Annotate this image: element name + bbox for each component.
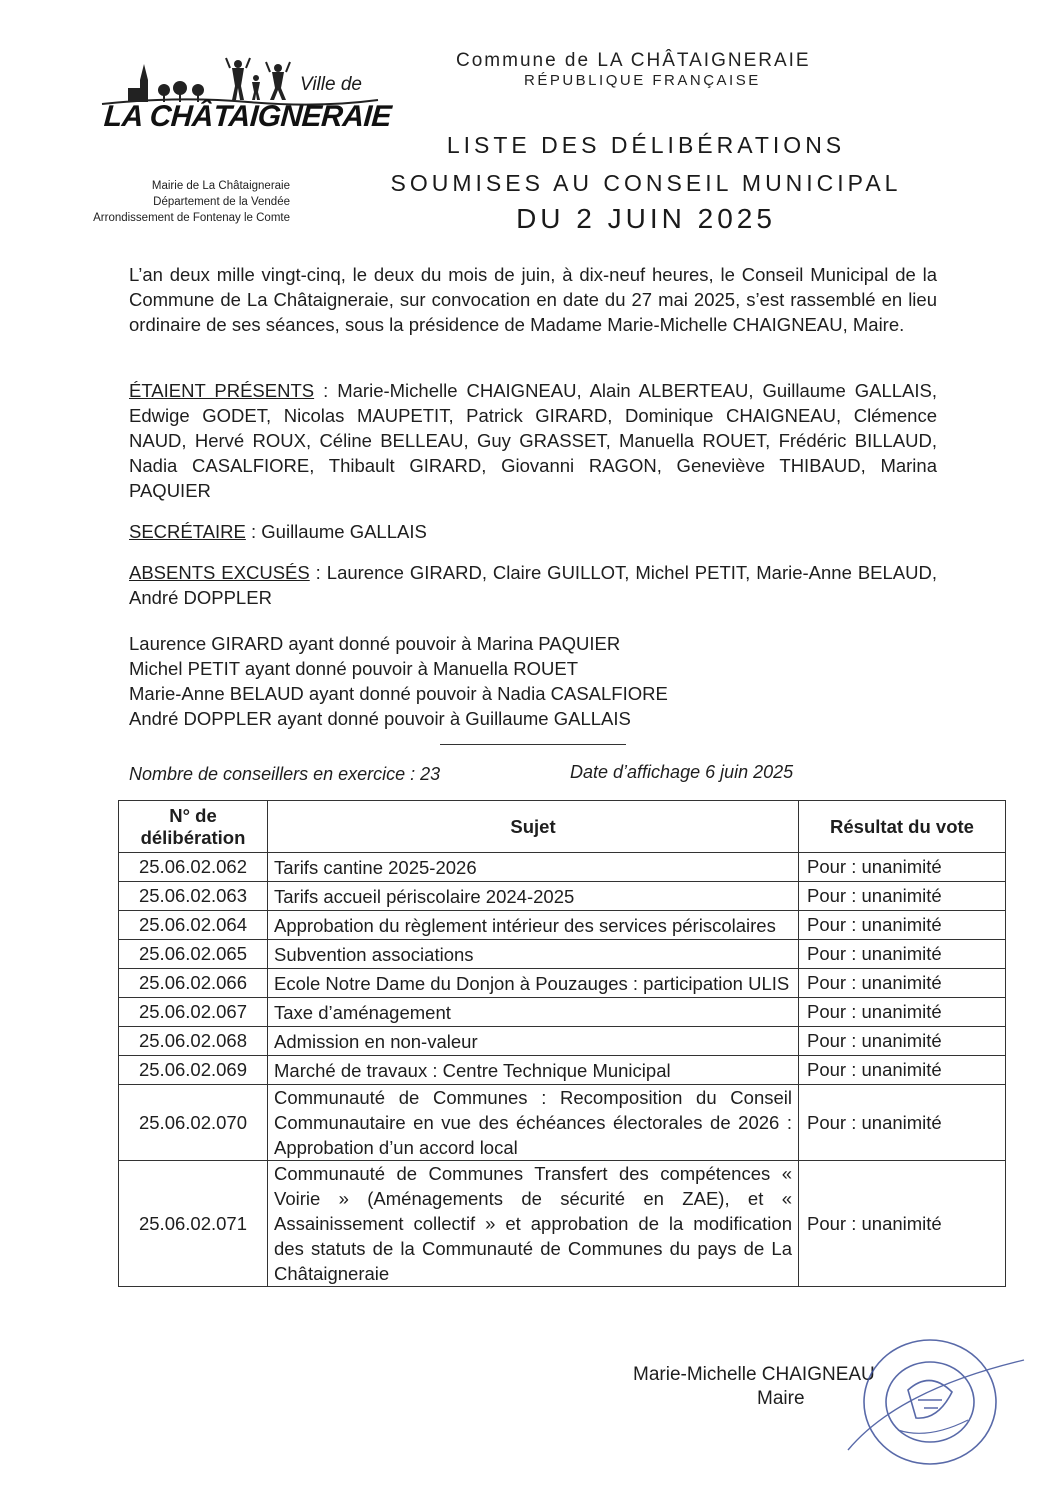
vote-result: Pour : unanimité: [799, 1161, 1006, 1287]
mairie-stamp: [838, 1330, 1028, 1480]
vote-result: Pour : unanimité: [799, 1056, 1006, 1085]
intro-paragraph: L’an deux mille vingt-cinq, le deux du mois de juin, à dix-neuf heures, le Conseil Municipal de la Commune de La Châtaigneraie, sur convocation en date du 27 mai 2025, s’est rassemblé en lieu ordinaire de ses séances, sous la présidence de Madame Marie-Michelle CHAIGNEAU, Maire.: [129, 264, 937, 335]
section-divider: [440, 744, 626, 745]
presents-label: ÉTAIENT PRÉSENTS: [129, 380, 315, 401]
deliberation-number: 25.06.02.062: [119, 853, 268, 882]
header-numero: N° de délibération: [119, 801, 268, 853]
deliberations-table: [118, 800, 1006, 1287]
secretaire-name: : Guillaume GALLAIS: [245, 521, 427, 542]
mairie-line: Mairie de La Châtaigneraie: [151, 180, 290, 192]
procuration-item: André DOPPLER ayant donné pouvoir à Guillaume GALLAIS: [129, 708, 631, 729]
deliberation-number: 25.06.02.064: [119, 911, 268, 940]
table-row: [119, 882, 1006, 911]
document-title-line-2: SOUMISES AU CONSEIL MUNICIPAL: [390, 170, 902, 196]
deliberation-subject: Tarifs accueil périscolaire 2024-2025: [268, 882, 799, 911]
signatory-name: Marie-Michelle CHAIGNEAU: [633, 1364, 875, 1385]
logo-subtitle: Ville de: [300, 74, 362, 95]
document-title-line-1: LISTE DES DÉLIBÉRATIONS: [446, 132, 846, 158]
vote-result: Pour : unanimité: [799, 1085, 1006, 1161]
document-title-date: DU 2 JUIN 2025: [516, 203, 776, 234]
deliberation-subject: Communauté de Communes Transfert des compétences « Voirie » (Aménagements de sécurité en ZAE), et « Assainissement collectif » et approbation de la modification des statuts de la Communauté de Communes du pays de La Châtaigneraie: [268, 1161, 799, 1287]
vote-result: Pour : unanimité: [799, 911, 1006, 940]
table-row: [119, 911, 1006, 940]
procuration-item: Marie-Anne BELAUD ayant donné pouvoir à Nadia CASALFIORE: [129, 683, 668, 704]
table-row: [119, 998, 1006, 1027]
commune-heading: Commune de LA CHÂTAIGNERAIE: [456, 50, 811, 71]
deliberation-number: 25.06.02.066: [119, 969, 268, 998]
republique-heading: RÉPUBLIQUE FRANÇAISE: [524, 72, 761, 89]
deliberation-subject: Admission en non-valeur: [268, 1027, 799, 1056]
absents-list: : Laurence GIRARD, Claire GUILLOT, Michel PETIT, Marie-Anne BELAUD, André DOPPLER: [129, 562, 937, 608]
table-row: [119, 1161, 1006, 1287]
deliberation-number: 25.06.02.071: [119, 1161, 268, 1287]
secretaire-paragraph: [129, 519, 937, 544]
secretaire-label: SECRÉTAIRE: [129, 521, 246, 542]
conseillers-count: Nombre de conseillers en exercice : 23: [129, 764, 441, 784]
table-row: [119, 853, 1006, 882]
vote-result: Pour : unanimité: [799, 1027, 1006, 1056]
deliberation-subject: Approbation du règlement intérieur des services périscolaires: [268, 911, 799, 940]
logo-wordmark: LA CHÂTAIGNERAIE: [102, 100, 393, 133]
mairie-address-block: [40, 178, 290, 226]
deliberation-subject: Marché de travaux : Centre Technique Municipal: [268, 1056, 799, 1085]
vote-result: Pour : unanimité: [799, 853, 1006, 882]
absents-label: ABSENTS EXCUSÉS: [129, 562, 310, 583]
deliberation-subject: Communauté de Communes : Recomposition du Conseil Communautaire en vue des échéances électorales de 2026 : Approbation d’un accord local: [268, 1085, 799, 1161]
deliberation-number: 25.06.02.070: [119, 1085, 268, 1161]
presents-list: : Marie-Michelle CHAIGNEAU, Alain ALBERTEAU, Guillaume GALLAIS, Edwige GODET, Nicolas MAUPETIT, Patrick GIRARD, Dominique CHAIGNEAU, Clémence NAUD, Hervé ROUX, Céline BELLEAU, Guy GRASSET, Manuella ROUET, Frédéric BILLAUD, Nadia CASALFIORE, Thibault GIRARD, Giovanni RAGON, Geneviève THIBAUD, Marina PAQUIER: [129, 380, 938, 501]
header-resultat: Résultat du vote: [799, 801, 1006, 853]
deliberation-number: 25.06.02.068: [119, 1027, 268, 1056]
arrondissement-line: Arrondissement de Fontenay le Comte: [93, 212, 290, 224]
table-row: [119, 940, 1006, 969]
vote-result: Pour : unanimité: [799, 969, 1006, 998]
table-row: [119, 969, 1006, 998]
header-sujet: Sujet: [268, 801, 799, 853]
vote-result: Pour : unanimité: [799, 998, 1006, 1027]
table-row: [119, 1085, 1006, 1161]
deliberation-number: 25.06.02.065: [119, 940, 268, 969]
signatory-title: Maire: [757, 1388, 805, 1409]
deliberation-number: 25.06.02.069: [119, 1056, 268, 1085]
table-body: [119, 853, 1006, 1287]
departement-line: Département de la Vendée: [153, 196, 290, 208]
table-row: [119, 1027, 1006, 1056]
presents-paragraph: [129, 378, 937, 503]
deliberation-number: 25.06.02.063: [119, 882, 268, 911]
deliberation-subject: Taxe d’aménagement: [268, 998, 799, 1027]
vote-result: Pour : unanimité: [799, 882, 1006, 911]
table-row: [119, 1056, 1006, 1085]
display-date: Date d’affichage 6 juin 2025: [570, 762, 794, 782]
deliberation-number: 25.06.02.067: [119, 998, 268, 1027]
deliberation-subject: Subvention associations: [268, 940, 799, 969]
deliberation-subject: Tarifs cantine 2025-2026: [268, 853, 799, 882]
procurations-list: [129, 631, 668, 731]
deliberation-subject: Ecole Notre Dame du Donjon à Pouzauges : participation ULIS: [268, 969, 799, 998]
vote-result: Pour : unanimité: [799, 940, 1006, 969]
table-header-row: [119, 801, 1006, 853]
procuration-item: Laurence GIRARD ayant donné pouvoir à Marina PAQUIER: [129, 633, 621, 654]
absents-paragraph: [129, 560, 937, 610]
procuration-item: Michel PETIT ayant donné pouvoir à Manuella ROUET: [129, 658, 579, 679]
